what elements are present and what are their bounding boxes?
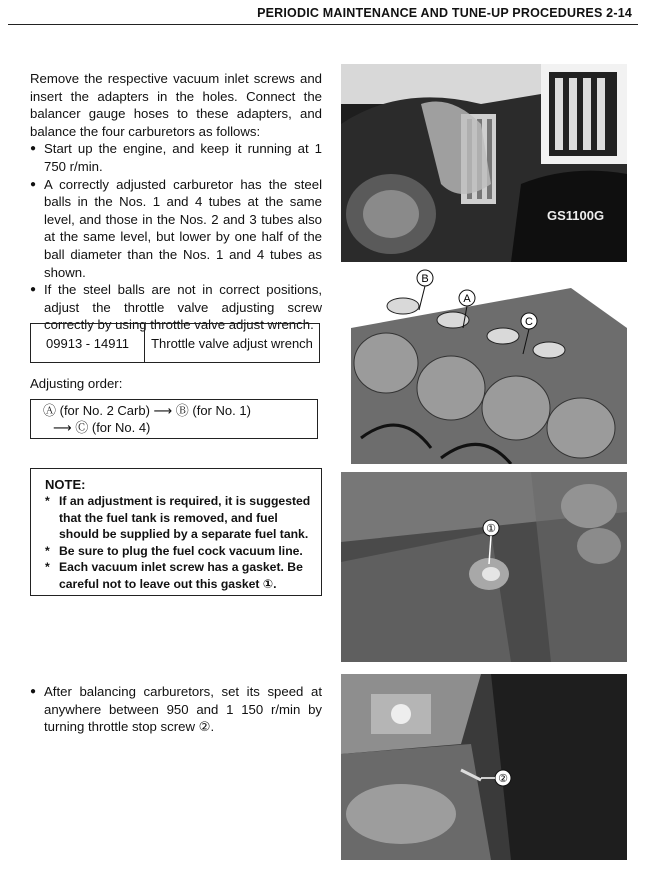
note-box [30, 468, 322, 596]
callout-1-text: ① [486, 523, 496, 535]
note-list [45, 493, 311, 593]
note-item: * Each vacuum inlet screw has a gasket. Be careful not to leave out this gasket ①. [45, 559, 311, 592]
adjusting-order-line: ⟶ Ⓒ (for No. 4) [53, 420, 151, 435]
intro-paragraph: Remove the respective vacuum inlet screws and insert the adapters in the holes. Connect the balancer gauge hoses to these adapters, and balance the four carburetors as follows: [30, 71, 322, 139]
note-item: * If an adjustment is required, it is suggested that the fuel tank is removed, and fuel should be supplied by a separate fuel tank. [45, 493, 311, 543]
adjusting-order-line: Ⓐ (for No. 2 Carb) ⟶ Ⓑ (for No. 1) [43, 403, 251, 418]
photo-gasket [341, 472, 627, 662]
header-divider [8, 24, 638, 25]
steps-list [30, 140, 322, 334]
procedure-text [30, 70, 322, 334]
note-item: * Be sure to plug the fuel cock vacuum line. [45, 543, 311, 560]
callout-c-text: C [525, 316, 533, 328]
photo-carburetors [341, 268, 627, 464]
step-item: ● After balancing carburetors, set its speed at anywhere between 950 and 1 150 r/min by turning throttle stop screw ②. [30, 683, 322, 736]
tool-name: Throttle valve adjust wrench [151, 335, 313, 351]
callout-b-text: B [421, 273, 429, 285]
adjusting-order-box [30, 399, 318, 439]
callout-a-text: A [463, 293, 471, 305]
note-title: NOTE: [45, 477, 86, 492]
page-header [0, 0, 646, 22]
photo-balancer-gauge [341, 64, 627, 262]
photo-throttle-stop-screw [341, 674, 627, 860]
step-item: ● If the steel balls are not in correct positions, adjust the throttle valve adjusting screw correctly by using throttle valve adjust wrench. [30, 281, 322, 334]
gs1100g-badge: GS1100G [547, 208, 605, 223]
special-tool-table [30, 323, 320, 363]
adjusting-order-label: Adjusting order: [30, 376, 123, 391]
callout-2-text: ② [498, 773, 508, 785]
tool-number: 09913 - 14911 [31, 324, 145, 362]
page-title: PERIODIC MAINTENANCE AND TUNE-UP PROCEDURES 2-14 [257, 6, 632, 20]
final-step [30, 683, 322, 736]
step-item: ● A correctly adjusted carburetor has the steel balls in the Nos. 1 and 4 tubes at the same level, and those in the Nos. 2 and 3 tubes also at the same level, but lower by one half of the ball diameter than the Nos. 1 and 4 tubes as shown. [30, 176, 322, 282]
step-item: ● Start up the engine, and keep it running at 1 750 r/min. [30, 140, 322, 175]
